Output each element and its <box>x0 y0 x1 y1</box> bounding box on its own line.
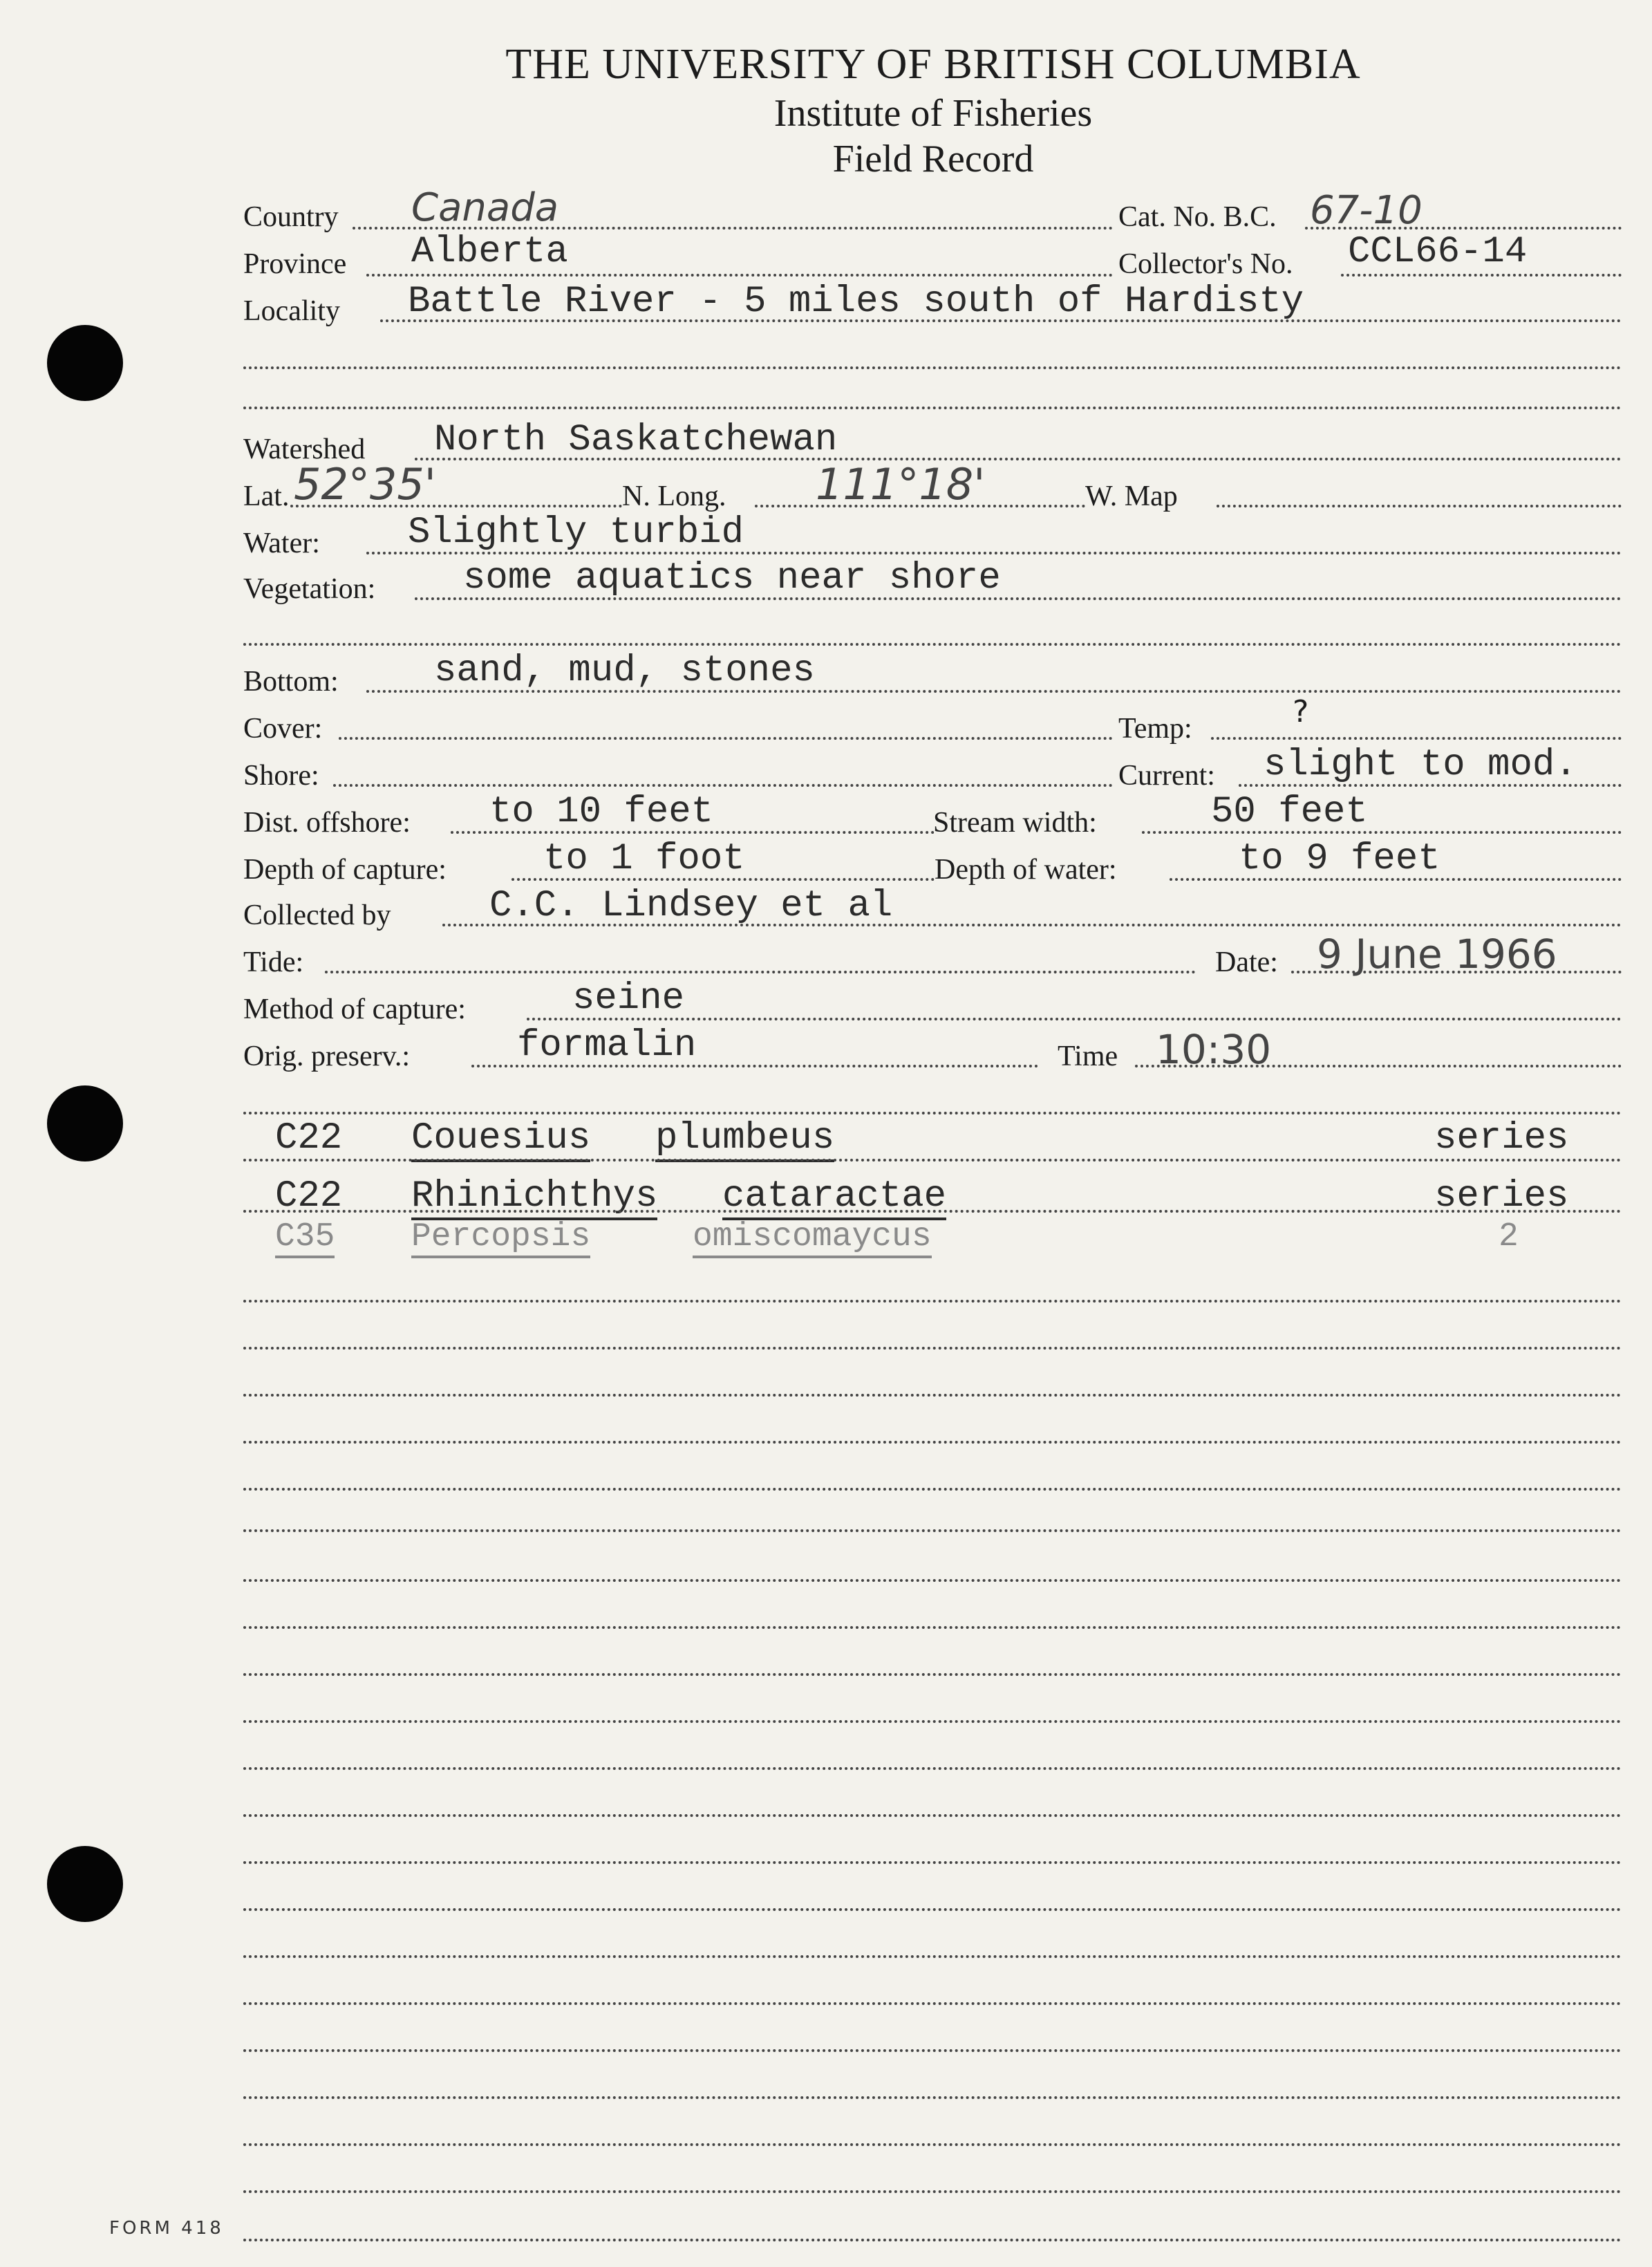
collected-by-value: C.C. Lindsey et al <box>489 885 893 927</box>
water-value: Slightly turbid <box>408 512 744 554</box>
country-label: Country <box>243 201 339 233</box>
cover-label: Cover: <box>243 713 323 745</box>
tide-label: Tide: <box>243 946 304 978</box>
stream-width-label: Stream width: <box>933 807 1097 839</box>
country-value: Canada <box>411 185 559 230</box>
method-value: seine <box>572 978 685 1020</box>
vegetation-label: Vegetation: <box>243 573 376 605</box>
cat-no-label: Cat. No. B.C. <box>1118 201 1277 233</box>
punch-hole-middle <box>47 1085 123 1162</box>
bottom-label: Bottom: <box>243 666 339 698</box>
depth-water-label: Depth of water: <box>935 854 1117 886</box>
temp-label: Temp: <box>1118 713 1192 745</box>
collectors-no-label: Collector's No. <box>1118 248 1293 280</box>
specimen-genus: Couesius <box>411 1117 590 1162</box>
specimen-species: plumbeus <box>655 1117 834 1162</box>
orig-preserv-value: formalin <box>517 1025 697 1067</box>
lat-label: Lat. <box>243 481 290 512</box>
w-map-label: W. Map <box>1085 481 1178 512</box>
shore-label: Shore: <box>243 760 319 792</box>
province-value: Alberta <box>411 231 568 273</box>
collected-by-label: Collected by <box>243 899 391 931</box>
vegetation-value: some aquatics near shore <box>463 557 1001 599</box>
watershed-value: North Saskatchewan <box>434 419 838 461</box>
lat-value: 52°35' <box>294 459 436 510</box>
specimen-code: C22 <box>275 1117 343 1159</box>
date-label: Date: <box>1215 946 1278 978</box>
time-value: 10:30 <box>1156 1026 1272 1073</box>
current-value: slight to mod. <box>1264 744 1577 786</box>
locality-value: Battle River - 5 miles south of Hardisty <box>408 281 1304 323</box>
watershed-label: Watershed <box>243 433 366 465</box>
specimen-code: C35 <box>275 1218 335 1258</box>
punch-hole-top <box>47 325 123 401</box>
specimen-species: omiscomaycus <box>693 1218 932 1258</box>
specimen-genus: Percopsis <box>411 1218 590 1258</box>
province-label: Province <box>243 248 347 280</box>
form-title: Field Record <box>832 138 1034 180</box>
specimen-species: cataractae <box>722 1175 946 1220</box>
n-long-label: N. Long. <box>622 481 726 512</box>
water-label: Water: <box>243 528 320 559</box>
specimen-count: 2 <box>1499 1218 1519 1256</box>
punch-hole-bottom <box>47 1846 123 1922</box>
long-value: 111°18' <box>816 459 986 510</box>
stream-width-value: 50 feet <box>1211 791 1368 833</box>
dist-offshore-label: Dist. offshore: <box>243 807 411 839</box>
orig-preserv-label: Orig. preserv.: <box>243 1041 411 1072</box>
specimen-genus: Rhinichthys <box>411 1175 657 1220</box>
department-heading: Institute of Fisheries <box>773 92 1093 135</box>
method-label: Method of capture: <box>243 993 466 1025</box>
depth-water-value: to 9 feet <box>1239 838 1440 880</box>
specimen-code: C22 <box>275 1175 343 1218</box>
time-label: Time <box>1058 1041 1118 1072</box>
cat-no-value: 67-10 <box>1310 188 1423 233</box>
specimen-count: series <box>1434 1117 1569 1159</box>
temp-value: ? <box>1293 694 1309 729</box>
collectors-no-value: CCL66-14 <box>1348 231 1528 273</box>
depth-capture-label: Depth of capture: <box>243 854 447 886</box>
depth-capture-value: to 1 foot <box>543 838 745 880</box>
form-number: FORM 418 <box>109 2218 224 2239</box>
date-value: 9 June 1966 <box>1317 931 1557 978</box>
current-label: Current: <box>1118 760 1215 792</box>
institution-heading: THE UNIVERSITY OF BRITISH COLUMBIA <box>505 41 1361 88</box>
locality-label: Locality <box>243 295 340 327</box>
dist-offshore-value: to 10 feet <box>489 791 714 833</box>
bottom-value: sand, mud, stones <box>434 650 815 692</box>
specimen-count: series <box>1434 1175 1569 1218</box>
